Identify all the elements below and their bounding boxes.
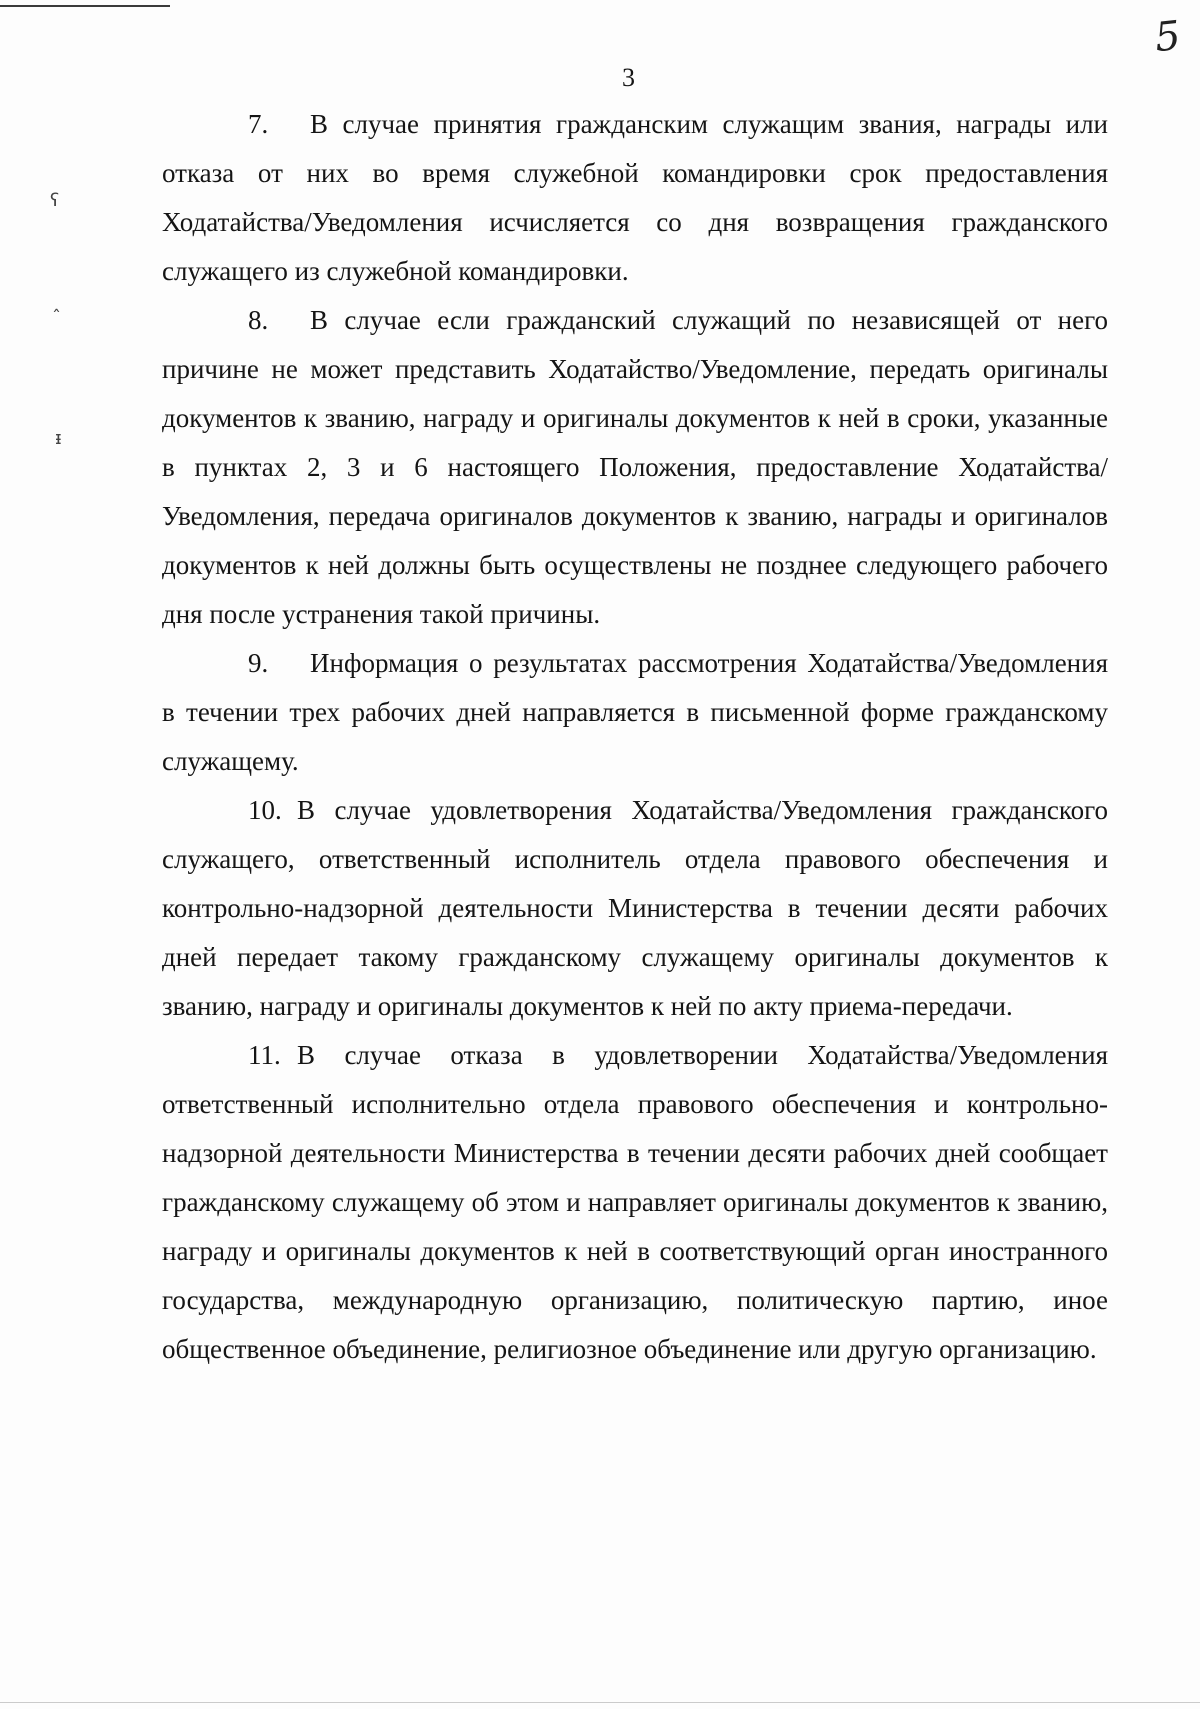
scan-edge-line	[0, 5, 170, 7]
paragraph-number: 9.	[248, 648, 269, 678]
paragraph-number: 7.	[248, 109, 269, 139]
scan-speck: ʕ	[50, 190, 60, 211]
paragraph-7	[162, 100, 1108, 296]
paragraph-text: В случае принятия гражданским служащим звания, награды или отказа от них во время служебной командировки срок предоставления Ходатайства/Уведомления исчисляется со дня возвращения гражданского служащего из служебной командировки.	[162, 109, 1108, 286]
scan-speck: ᵻ	[55, 428, 62, 449]
paragraph-8	[162, 296, 1108, 639]
paragraph-10	[162, 786, 1108, 1031]
paragraph-number: 10.	[248, 795, 282, 825]
scan-speck: ˆ	[52, 307, 61, 328]
page-number: 3	[622, 63, 635, 92]
paragraph-9	[162, 639, 1108, 786]
document-body	[162, 100, 1108, 1374]
paragraph-text: Информация о результатах рассмотрения Ходатайства/Уведомления в течении трех рабочих дней направляется в письменной форме гражданскому служащему.	[162, 648, 1108, 776]
paragraph-number: 11.	[248, 1040, 281, 1070]
scan-edge-line-bottom	[0, 1702, 1200, 1703]
paragraph-text: В случае отказа в удовлетворении Ходатайства/Уведомления ответственный исполнительно отдела правового обеспечения и контрольно-надзорной деятельности Министерства в течении десяти рабочих дней сообщает гражданскому служащему об этом и направляет оригиналы документов к званию, награду и оригиналы документов к ней в соответствующий орган иностранного государства, международную организацию, политическую партию, иное общественное объединение, религиозное объединение или другую организацию.	[162, 1040, 1108, 1364]
paragraph-number: 8.	[248, 305, 269, 335]
paragraph-11	[162, 1031, 1108, 1374]
handwritten-page-number: 5	[1152, 12, 1183, 62]
paragraph-text: В случае если гражданский служащий по независящей от него причине не может представить Ходатайство/Уведомление, передать оригиналы документов к званию, награду и оригиналы документов к ней в сроки, указанные в пунктах 2, 3 и 6 настоящего Положения, предоставление Ходатайства/Уведомления, передача оригиналов документов к званию, награды и оригиналов документов к ней должны быть осуществлены не позднее следующего рабочего дня после устранения такой причины.	[162, 305, 1108, 629]
paragraph-text: В случае удовлетворения Ходатайства/Уведомления гражданского служащего, ответственный исполнитель отдела правового обеспечения и контрольно-надзорной деятельности Министерства в течении десяти рабочих дней передает такому гражданскому служащему оригиналы документов к званию, награду и оригиналы документов к ней по акту приема-передачи.	[162, 795, 1108, 1021]
